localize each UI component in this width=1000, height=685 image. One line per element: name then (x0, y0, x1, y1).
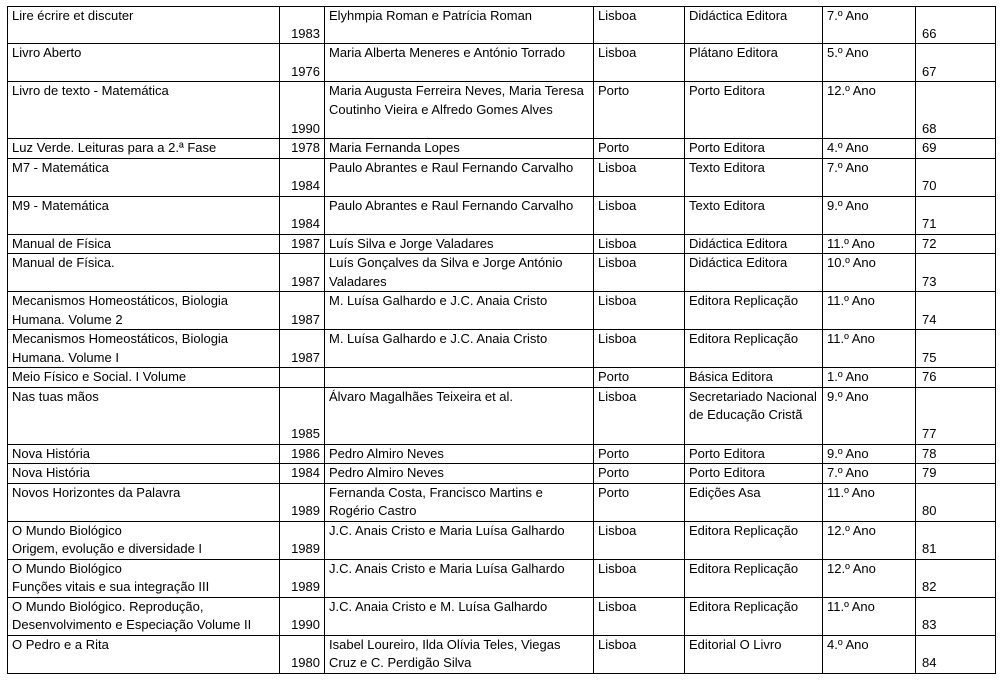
page-cell (916, 158, 996, 196)
table-row (8, 368, 996, 388)
table-row (8, 330, 996, 368)
city-cell (594, 521, 685, 559)
publisher-text: Porto Editora (689, 465, 765, 480)
year-text: 1984 (291, 178, 320, 193)
publisher-text: Editora Replicação (689, 331, 799, 346)
page-text: 72 (922, 235, 937, 251)
page-cell (916, 82, 996, 139)
grade-text: 7.º Ano (827, 159, 869, 175)
page-text: 66 (922, 25, 937, 41)
title-text: O Mundo Biológico Origem, evolução e diversidade I (12, 522, 203, 556)
year-cell (280, 82, 325, 139)
page-cell (916, 444, 996, 464)
city-cell (594, 635, 685, 673)
year-text: 1978 (291, 140, 320, 155)
publisher-text: Porto Editora (689, 140, 765, 155)
publisher-text: Secretariado Nacional de Educação Cristã (689, 388, 817, 422)
grade-text: 11.º Ano (827, 598, 875, 614)
page-cell (916, 254, 996, 292)
authors-text: Pedro Almiro Neves (329, 445, 444, 461)
publisher-text: Editora Replicação (689, 293, 799, 308)
table-row (8, 196, 996, 234)
grade-text: 9.º Ano (827, 197, 869, 213)
authors-cell (325, 292, 594, 330)
page-text: 74 (922, 311, 937, 327)
publisher-cell (685, 234, 823, 254)
publisher-cell (685, 82, 823, 139)
page-cell (916, 330, 996, 368)
year-cell (280, 521, 325, 559)
grade-cell (823, 597, 916, 635)
publisher-text: Editorial O Livro (689, 636, 782, 652)
grade-text: 9.º Ano (827, 388, 869, 404)
city-cell (594, 559, 685, 597)
grade-cell (823, 292, 916, 330)
page-cell (916, 368, 996, 388)
title-text: O Pedro e a Rita (12, 636, 109, 652)
page-cell (916, 521, 996, 559)
authors-cell (325, 234, 594, 254)
title-text: Nova História (12, 445, 91, 461)
year-text: 1990 (291, 120, 320, 136)
title-cell (8, 559, 280, 597)
grade-cell (823, 82, 916, 139)
publisher-text: Edições Asa (689, 484, 761, 500)
city-text: Lisboa (598, 522, 637, 538)
page-cell (916, 234, 996, 254)
grade-cell (823, 330, 916, 368)
title-cell (8, 254, 280, 292)
grade-cell (823, 464, 916, 484)
title-text: M7 - Matemática (12, 159, 109, 175)
authors-text: Elyhmpia Roman e Patrícia Roman (329, 8, 533, 23)
grade-cell (823, 521, 916, 559)
page-text: 67 (922, 63, 937, 79)
title-cell (8, 234, 280, 254)
grade-text: 12.º Ano (827, 83, 876, 98)
city-text: Lisboa (598, 197, 637, 213)
grade-text: 1.º Ano (827, 369, 869, 384)
city-cell (594, 444, 685, 464)
year-cell (280, 44, 325, 82)
publisher-text: Didáctica Editora (689, 8, 788, 23)
city-text: Lisboa (598, 45, 637, 60)
title-cell (8, 82, 280, 139)
page-text: 79 (922, 465, 937, 480)
authors-text: Maria Fernanda Lopes (329, 140, 460, 155)
table-row (8, 234, 996, 254)
year-cell (280, 368, 325, 388)
page-cell (916, 635, 996, 673)
publisher-cell (685, 158, 823, 196)
city-text: Porto (598, 369, 630, 384)
city-text: Lisboa (598, 636, 637, 652)
page-cell (916, 292, 996, 330)
city-cell (594, 82, 685, 139)
year-cell (280, 234, 325, 254)
table-row (8, 597, 996, 635)
grade-text: 11.º Ano (827, 484, 875, 500)
year-cell (280, 483, 325, 521)
authors-text: Luís Silva e Jorge Valadares (329, 235, 494, 251)
publisher-text: Porto Editora (689, 445, 765, 461)
publisher-cell (685, 597, 823, 635)
grade-text: 9.º Ano (827, 445, 869, 461)
title-cell (8, 597, 280, 635)
year-cell (280, 254, 325, 292)
page-text: 77 (922, 426, 937, 441)
authors-cell (325, 330, 594, 368)
table-row (8, 7, 996, 44)
page-text: 81 (922, 541, 937, 556)
grade-text: 11.º Ano (827, 235, 875, 251)
year-text: 1980 (291, 655, 320, 670)
page-text: 75 (922, 349, 937, 365)
year-text: 1987 (291, 349, 320, 365)
grade-cell (823, 7, 916, 44)
page-text: 76 (922, 369, 937, 384)
table-row (8, 387, 996, 444)
city-text: Porto (598, 83, 630, 98)
publisher-cell (685, 387, 823, 444)
title-cell (8, 44, 280, 82)
page-cell (916, 196, 996, 234)
year-cell (280, 292, 325, 330)
city-text: Lisboa (598, 8, 637, 23)
title-cell (8, 330, 280, 368)
city-cell (594, 139, 685, 159)
title-cell (8, 158, 280, 196)
authors-text: Pedro Almiro Neves (329, 465, 444, 480)
city-text: Lisboa (598, 159, 637, 175)
city-text: Lisboa (598, 293, 637, 308)
year-text: 1987 (291, 273, 320, 289)
city-text: Lisboa (598, 235, 637, 251)
title-cell (8, 387, 280, 444)
city-cell (594, 234, 685, 254)
publisher-cell (685, 444, 823, 464)
grade-cell (823, 158, 916, 196)
page-text: 80 (922, 503, 937, 518)
title-text: O Mundo Biológico Funções vitais e sua integração III (12, 560, 210, 594)
title-text: Livro Aberto (12, 45, 82, 60)
city-text: Porto (598, 465, 630, 480)
city-cell (594, 158, 685, 196)
authors-cell (325, 635, 594, 673)
authors-text: Luís Gonçalves da Silva e Jorge António Valadares (329, 255, 563, 289)
page-text: 73 (922, 273, 937, 289)
publisher-cell (685, 635, 823, 673)
city-text: Lisboa (598, 331, 637, 346)
publisher-cell (685, 44, 823, 82)
publisher-cell (685, 7, 823, 44)
page-cell (916, 597, 996, 635)
table-row (8, 158, 996, 196)
publisher-text: Didáctica Editora (689, 235, 788, 251)
title-text: O Mundo Biológico. Reprodução, Desenvolvimento e Especiação Volume II (12, 598, 252, 632)
city-cell (594, 483, 685, 521)
city-text: Lisboa (598, 388, 637, 404)
publisher-cell (685, 196, 823, 234)
authors-cell (325, 483, 594, 521)
grade-text: 5.º Ano (827, 45, 869, 60)
table-row (8, 483, 996, 521)
page-cell (916, 7, 996, 44)
bibliography-table (7, 6, 996, 674)
grade-cell (823, 559, 916, 597)
page-text: 82 (922, 579, 937, 594)
table-body (8, 7, 996, 674)
title-text: Livro de texto - Matemática (12, 83, 169, 98)
title-text: Meio Físico e Social. I Volume (12, 369, 187, 384)
year-cell (280, 597, 325, 635)
grade-cell (823, 196, 916, 234)
grade-text: 4.º Ano (827, 636, 869, 652)
page-text: 84 (922, 655, 937, 670)
year-text: 1989 (291, 541, 320, 556)
publisher-cell (685, 483, 823, 521)
table-row (8, 254, 996, 292)
year-text: 1986 (291, 445, 320, 461)
grade-text: 11.º Ano (827, 293, 875, 308)
grade-cell (823, 444, 916, 464)
page-cell (916, 387, 996, 444)
year-cell (280, 158, 325, 196)
title-cell (8, 521, 280, 559)
authors-text: M. Luísa Galhardo e J.C. Anaia Cristo (329, 293, 548, 308)
city-text: Lisboa (598, 255, 637, 270)
title-text: Manual de Física. (12, 255, 115, 270)
year-text: 1989 (291, 503, 320, 518)
title-text: Mecanismos Homeostáticos, Biologia Humana. Volume 2 (12, 293, 229, 327)
title-text: Luz Verde. Leituras para a 2.ª Fase (12, 140, 217, 155)
city-cell (594, 387, 685, 444)
page-cell (916, 483, 996, 521)
year-text: 1987 (291, 311, 320, 327)
authors-text: Isabel Loureiro, Ilda Olívia Teles, Viegas Cruz e C. Perdigão Silva (329, 636, 561, 670)
page-text: 69 (922, 140, 937, 155)
year-text: 1984 (291, 216, 320, 231)
grade-cell (823, 44, 916, 82)
year-cell (280, 464, 325, 484)
authors-cell (325, 196, 594, 234)
city-cell (594, 597, 685, 635)
city-text: Porto (598, 140, 630, 155)
publisher-text: Plátano Editora (689, 45, 778, 60)
page-cell (916, 464, 996, 484)
page-cell (916, 44, 996, 82)
page-text: 78 (922, 445, 937, 461)
city-text: Lisboa (598, 598, 637, 614)
publisher-text: Editora Replicação (689, 598, 799, 614)
table-row (8, 559, 996, 597)
authors-cell (325, 597, 594, 635)
grade-cell (823, 234, 916, 254)
title-cell (8, 483, 280, 521)
publisher-text: Editora Replicação (689, 560, 799, 576)
city-text: Porto (598, 445, 630, 461)
year-text: 1987 (291, 235, 320, 251)
page-text: 70 (922, 178, 937, 193)
table-row (8, 139, 996, 159)
year-text: 1976 (291, 63, 320, 79)
year-cell (280, 559, 325, 597)
publisher-cell (685, 368, 823, 388)
grade-text: 11.º Ano (827, 331, 875, 346)
authors-cell (325, 521, 594, 559)
authors-cell (325, 368, 594, 388)
table-row (8, 521, 996, 559)
page-cell (916, 139, 996, 159)
title-cell (8, 196, 280, 234)
authors-cell (325, 44, 594, 82)
table-row (8, 44, 996, 82)
authors-cell (325, 387, 594, 444)
authors-cell (325, 444, 594, 464)
title-cell (8, 444, 280, 464)
city-cell (594, 254, 685, 292)
grade-text: 12.º Ano (827, 560, 876, 576)
year-cell (280, 330, 325, 368)
publisher-text: Texto Editora (689, 159, 765, 175)
table-row (8, 82, 996, 139)
title-text: Manual de Física (12, 235, 111, 251)
city-cell (594, 292, 685, 330)
grade-cell (823, 368, 916, 388)
publisher-cell (685, 464, 823, 484)
publisher-cell (685, 292, 823, 330)
grade-text: 7.º Ano (827, 465, 869, 480)
title-text: Lire écrire et discuter (12, 8, 134, 23)
publisher-text: Editora Replicação (689, 522, 799, 538)
page-cell (916, 559, 996, 597)
authors-text: J.C. Anaia Cristo e M. Luísa Galhardo (329, 598, 548, 614)
table-row (8, 635, 996, 673)
authors-cell (325, 254, 594, 292)
table-row (8, 292, 996, 330)
grade-text: 12.º Ano (827, 522, 876, 538)
year-text: 1985 (291, 426, 320, 441)
year-cell (280, 444, 325, 464)
city-cell (594, 7, 685, 44)
title-cell (8, 635, 280, 673)
authors-cell (325, 158, 594, 196)
authors-cell (325, 139, 594, 159)
title-text: Mecanismos Homeostáticos, Biologia Humana. Volume I (12, 331, 229, 365)
publisher-cell (685, 521, 823, 559)
authors-text: Maria Alberta Meneres e António Torrado (329, 45, 566, 60)
city-cell (594, 196, 685, 234)
page-text: 83 (922, 617, 937, 632)
year-cell (280, 7, 325, 44)
title-text: Nas tuas mãos (12, 388, 99, 404)
grade-cell (823, 483, 916, 521)
grade-text: 7.º Ano (827, 8, 869, 23)
authors-cell (325, 464, 594, 484)
year-cell (280, 635, 325, 673)
authors-text: M. Luísa Galhardo e J.C. Anaia Cristo (329, 331, 548, 346)
table-row (8, 444, 996, 464)
year-cell (280, 196, 325, 234)
city-cell (594, 368, 685, 388)
page-text: 71 (922, 216, 937, 231)
publisher-text: Texto Editora (689, 197, 765, 213)
grade-cell (823, 387, 916, 444)
authors-text: J.C. Anais Cristo e Maria Luísa Galhardo (329, 560, 565, 576)
city-text: Lisboa (598, 560, 637, 576)
authors-cell (325, 7, 594, 44)
city-cell (594, 44, 685, 82)
city-cell (594, 464, 685, 484)
table-row (8, 464, 996, 484)
year-cell (280, 139, 325, 159)
authors-text: J.C. Anais Cristo e Maria Luísa Galhardo (329, 522, 565, 538)
title-cell (8, 139, 280, 159)
grade-cell (823, 635, 916, 673)
city-cell (594, 330, 685, 368)
authors-text: Paulo Abrantes e Raul Fernando Carvalho (329, 197, 574, 213)
title-text: M9 - Matemática (12, 197, 109, 213)
authors-text: Fernanda Costa, Francisco Martins e Rogério Castro (329, 484, 543, 518)
year-text: 1983 (291, 25, 320, 41)
authors-text: Paulo Abrantes e Raul Fernando Carvalho (329, 159, 574, 175)
title-cell (8, 292, 280, 330)
title-text: Nova História (12, 465, 91, 480)
authors-cell (325, 82, 594, 139)
grade-cell (823, 254, 916, 292)
authors-text: Álvaro Magalhães Teixeira et al. (329, 388, 514, 404)
authors-text: Maria Augusta Ferreira Neves, Maria Teresa Coutinho Vieira e Alfredo Gomes Alves (329, 83, 584, 117)
authors-cell (325, 559, 594, 597)
grade-cell (823, 139, 916, 159)
year-text: 1984 (291, 465, 320, 480)
publisher-cell (685, 559, 823, 597)
title-cell (8, 368, 280, 388)
city-text: Porto (598, 484, 630, 500)
publisher-text: Porto Editora (689, 83, 765, 98)
title-text: Novos Horizontes da Palavra (12, 484, 181, 500)
publisher-text: Didáctica Editora (689, 255, 788, 270)
publisher-cell (685, 254, 823, 292)
page-text: 68 (922, 120, 937, 136)
year-text: 1989 (291, 579, 320, 594)
title-cell (8, 464, 280, 484)
grade-text: 4.º Ano (827, 140, 869, 155)
publisher-text: Básica Editora (689, 369, 773, 384)
grade-text: 10.º Ano (827, 255, 876, 270)
title-cell (8, 7, 280, 44)
year-cell (280, 387, 325, 444)
publisher-cell (685, 330, 823, 368)
publisher-cell (685, 139, 823, 159)
year-text: 1990 (291, 617, 320, 632)
